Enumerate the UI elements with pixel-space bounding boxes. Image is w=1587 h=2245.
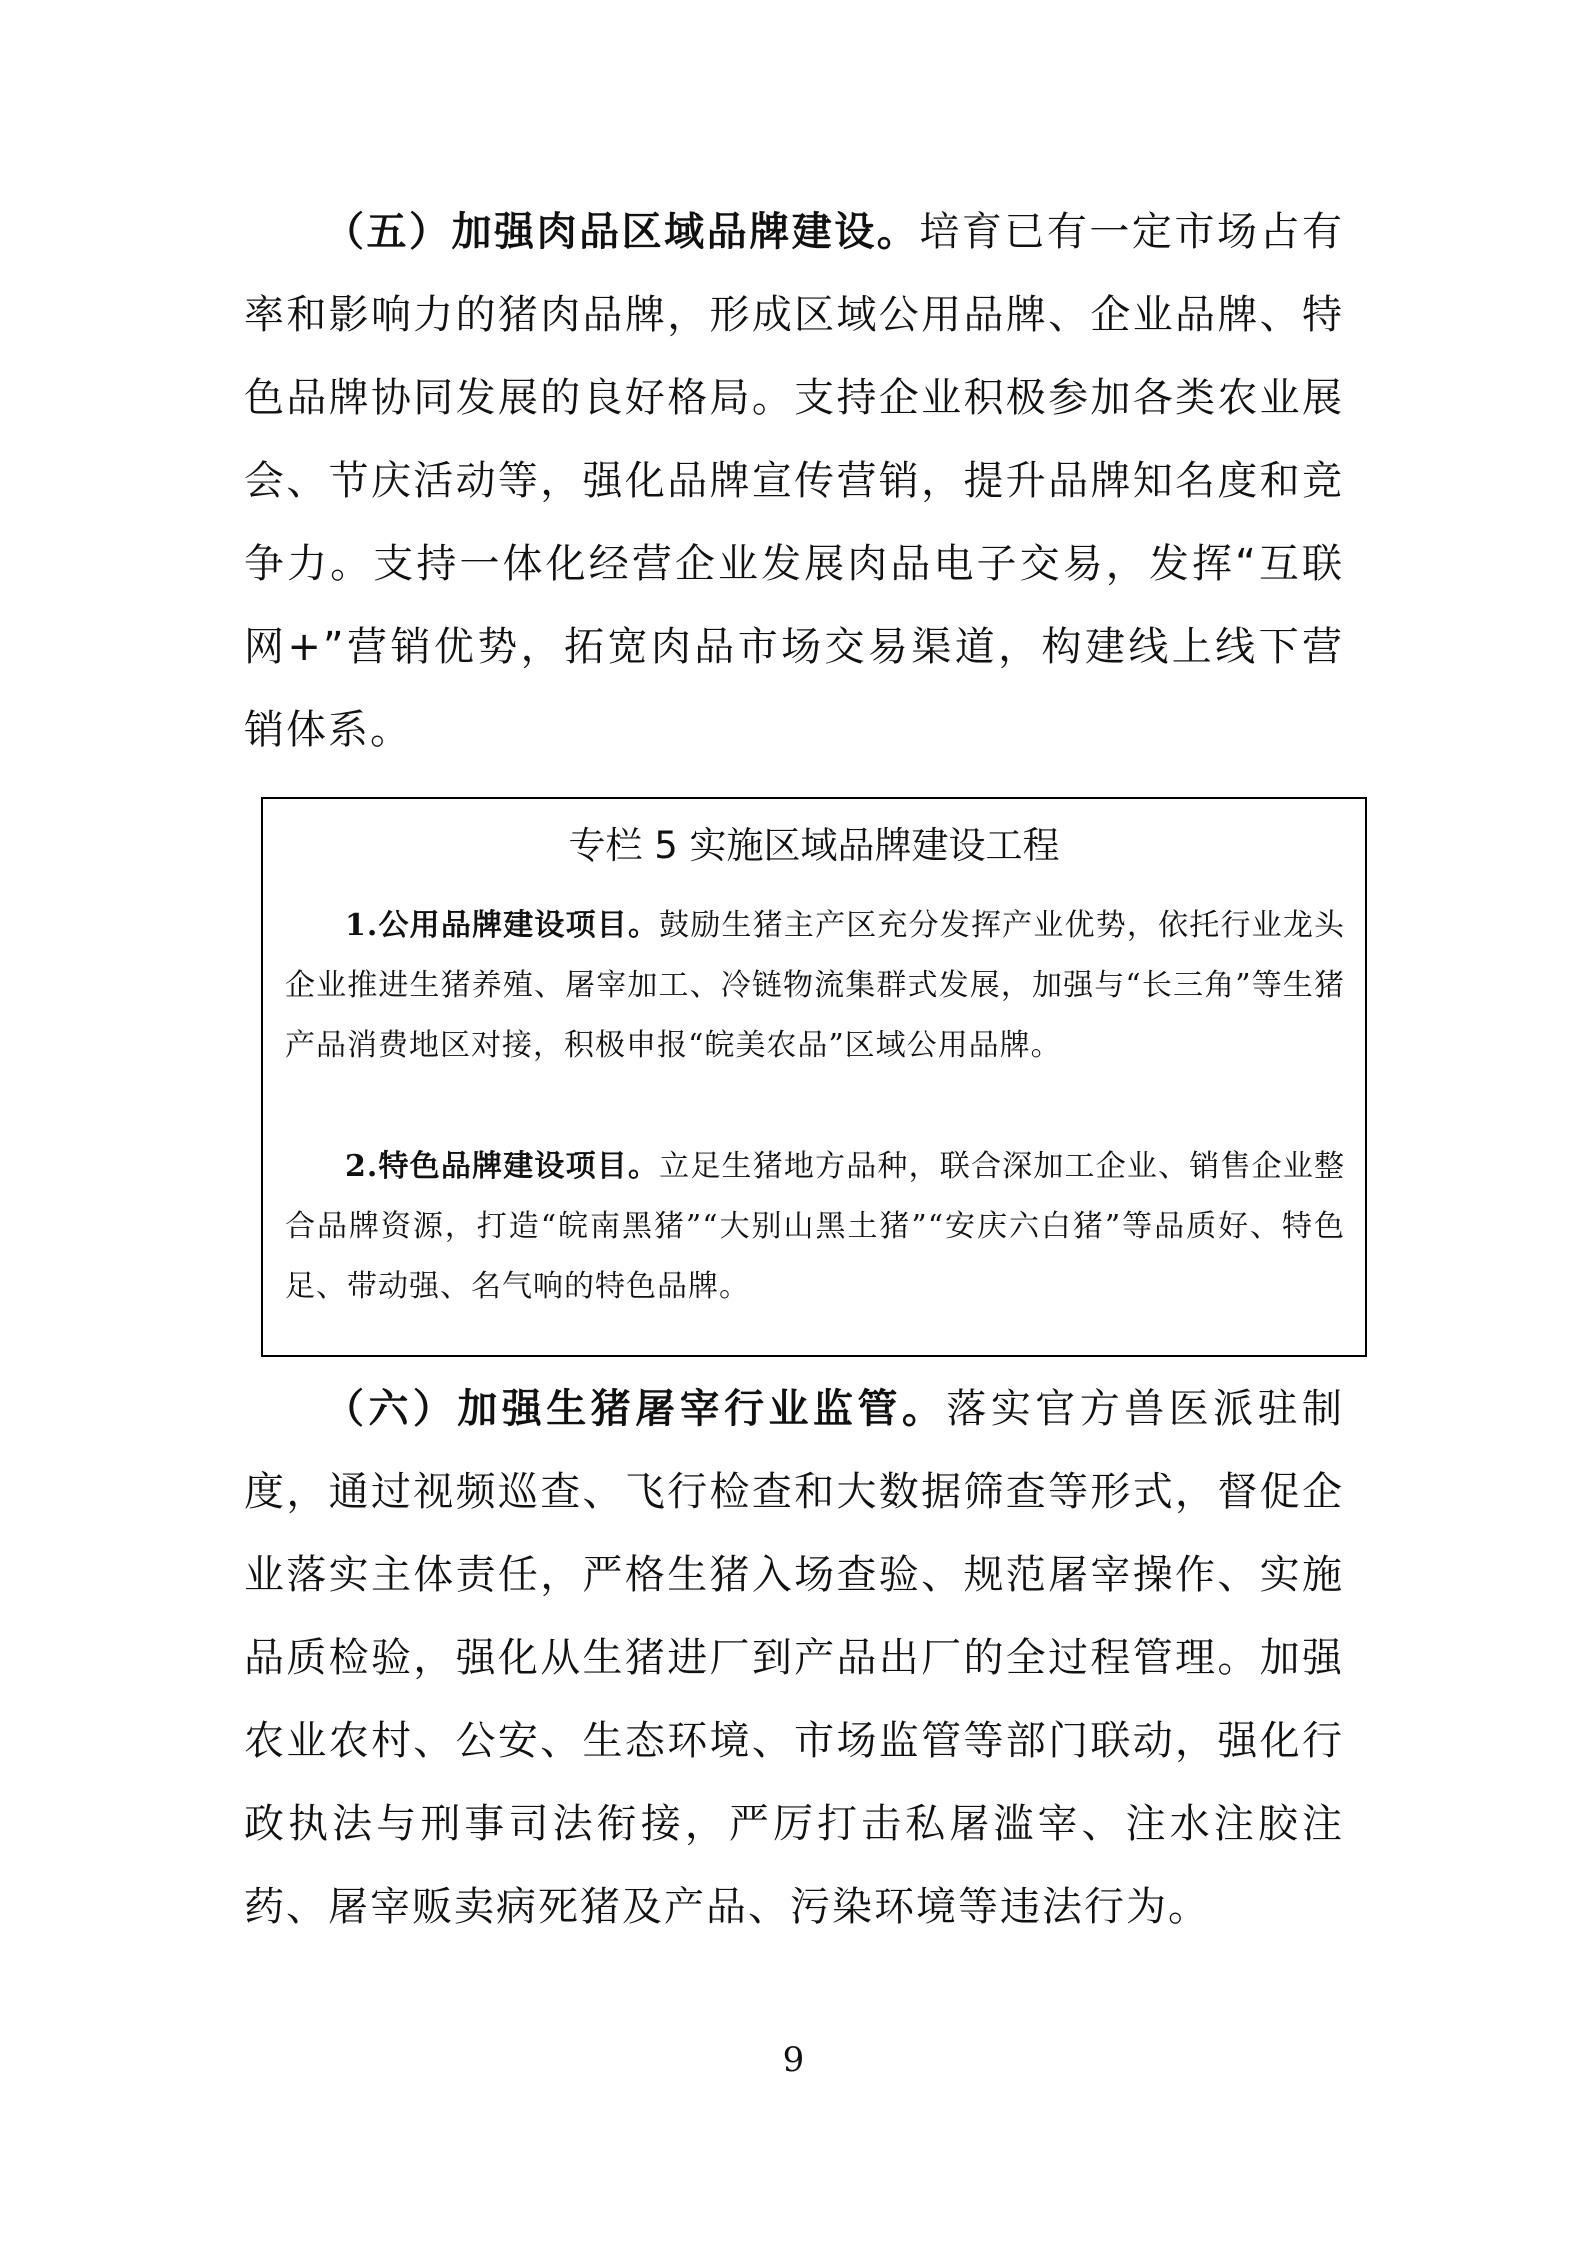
column-item-2 [285, 1137, 1345, 1317]
section-5-heading: （五）加强肉品区域品牌建设。 [324, 208, 920, 255]
section-5-body: 培育已有一定市场占有率和影响力的猪肉品牌，形成区域公用品牌、企业品牌、特色品牌协同发展的良好格局。支持企业积极参加各类农业展会、节庆活动等，强化品牌宣传营销，提升品牌知名度和竞争力。支持一体化经营企业发展肉品电子交易，发挥“互联网+”营销优势，拓宽肉品市场交易渠道，构建线上线下营销体系。 [244, 209, 1345, 753]
column-item-1-heading: 1.公用品牌建设项目。 [345, 908, 660, 943]
section-6-paragraph [244, 1367, 1344, 1949]
column-box-title: 专栏 5 实施区域品牌建设工程 [568, 824, 1060, 867]
section-6-body: 落实官方兽医派驻制度，通过视频巡查、飞行检查和大数据筛查等形式，督促企业落实主体责任，严格生猪入场查验、规范屠宰操作、实施品质检验，强化从生猪进厂到产品出厂的全过程管理。加强农业农村、公安、生态环境、市场监管等部门联动，强化行政执法与刑事司法衔接，严厉打击私屠滥宰、注水注胶注药、屠宰贩卖病死猪及产品、污染环境等违法行为。 [244, 1386, 1345, 1930]
column-item-2-body: 立足生猪地方品种，联合深加工企业、销售企业整合品牌资源，打造“皖南黑猪”“大别山黑土猪”“安庆六白猪”等品质好、特色足、带动强、名气响的特色品牌。 [285, 1149, 1345, 1304]
page-number: 9 [782, 2040, 805, 2080]
section-6-heading: （六）加强生猪屠宰行业监管。 [324, 1385, 947, 1432]
section-5-paragraph [244, 190, 1344, 772]
column-item-1 [285, 896, 1345, 1076]
column-item-2-heading: 2.特色品牌建设项目。 [345, 1149, 660, 1184]
column-item-1-body: 鼓励生猪主产区充分发挥产业优势，依托行业龙头企业推进生猪养殖、屠宰加工、冷链物流集群式发展，加强与“长三角”等生猪产品消费地区对接，积极申报“皖美农品”区域公用品牌。 [285, 908, 1345, 1063]
column-box [261, 797, 1367, 1357]
